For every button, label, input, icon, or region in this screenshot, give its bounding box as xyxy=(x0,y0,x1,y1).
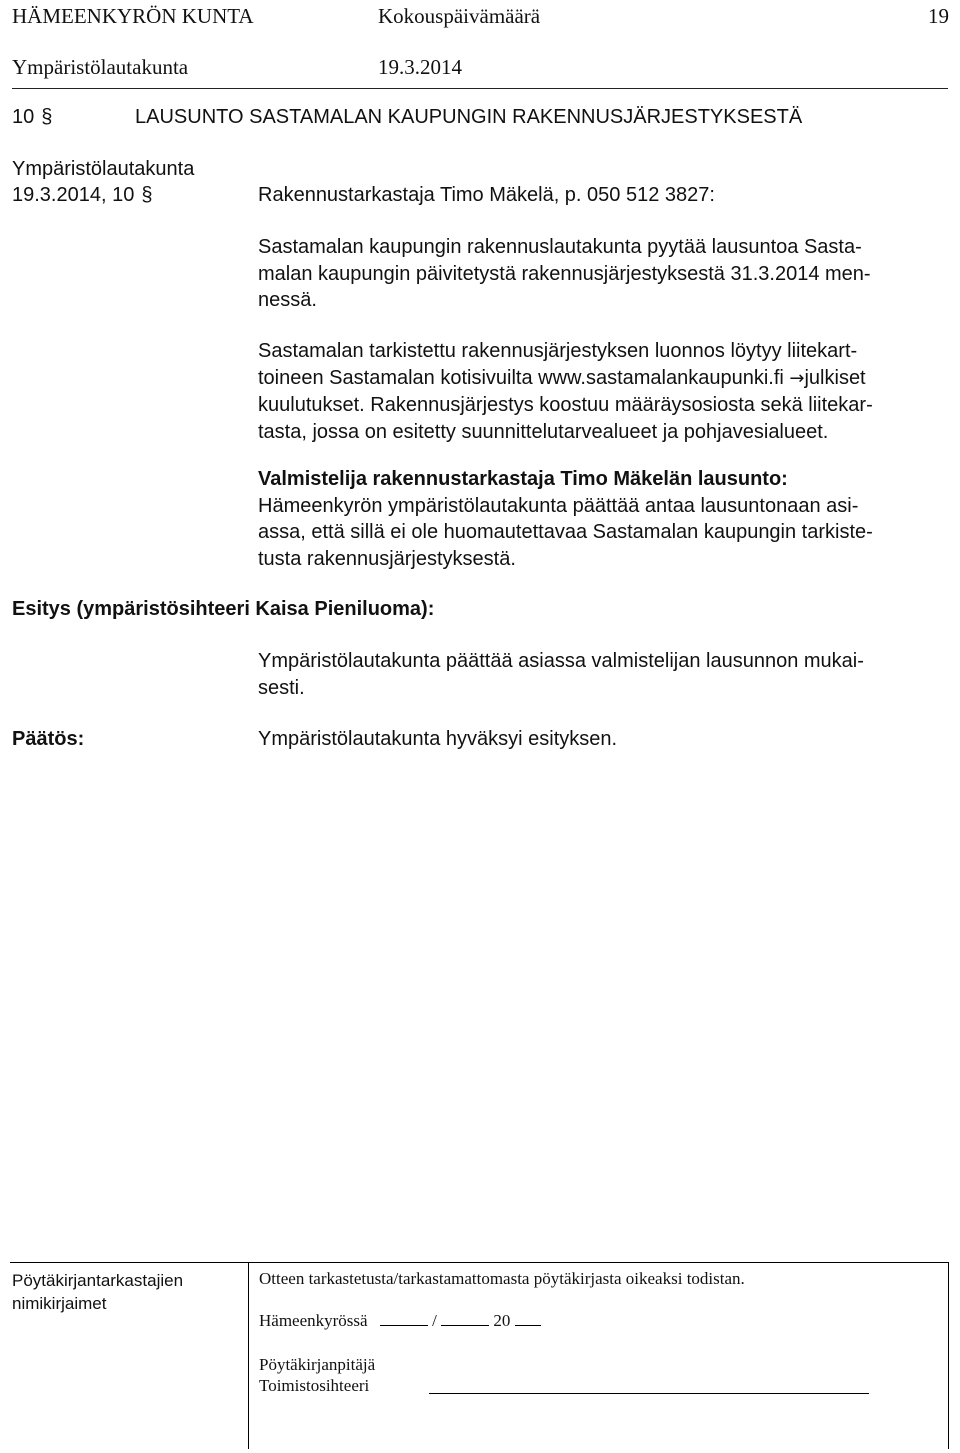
paragraph-line: nessä. xyxy=(258,289,317,311)
committee-name: Ympäristölautakunta xyxy=(12,55,189,79)
municipality-name: HÄMEENKYRÖN KUNTA xyxy=(12,4,254,28)
paragraph-line: tasta, jossa on esitetty suunnittelutarvealueet ja pohjavesialueet. xyxy=(258,420,829,443)
day-blank[interactable] xyxy=(380,1325,428,1326)
paragraph-request xyxy=(258,234,948,314)
paragraph-draft xyxy=(258,338,948,445)
footer-keeper: Pöytäkirjanpitäjä xyxy=(259,1355,376,1374)
footer-initials-line: nimikirjaimet xyxy=(12,1294,107,1313)
paragraph-line: assa, että sillä ei ole huomautettavaa Sastamalan kaupungin tarkiste- xyxy=(258,521,873,543)
decision-label: Päätös: xyxy=(12,728,85,750)
section-number-text: 10 xyxy=(12,106,35,128)
section-sign: § xyxy=(41,106,53,128)
proposal-text xyxy=(258,648,948,701)
link-section-text: julkiset xyxy=(804,366,866,389)
meeting-date-label: Kokouspäivämäärä xyxy=(378,4,541,28)
footer-certification: Otteen tarkastetusta/tarkastamattomasta pöytäkirjasta oikeaksi todistan. xyxy=(259,1269,745,1288)
footer-initials-label xyxy=(12,1269,183,1315)
reference-date-text: 19.3.2014, 10 xyxy=(12,184,135,206)
decision-text: Ympäristölautakunta hyväksyi esityksen. xyxy=(258,728,618,750)
meeting-date: 19.3.2014 xyxy=(378,55,462,79)
page-number: 19 xyxy=(928,4,949,28)
website-link[interactable]: toineen Sastamalan kotisivuilta www.sastamalankaupunki.fi xyxy=(258,366,790,389)
footer-divider xyxy=(248,1263,249,1449)
footer-place-date xyxy=(259,1310,541,1331)
date-separator: / xyxy=(432,1311,437,1330)
paragraph-line: tusta rakennusjärjestyksestä. xyxy=(258,547,516,570)
paragraph-line: Hämeenkyrön ympäristölautakunta päättää antaa lausuntonaan asi- xyxy=(258,494,859,517)
signature-footer xyxy=(10,1262,949,1449)
reference-sign: § xyxy=(141,184,153,206)
footer-initials-line: Pöytäkirjantarkastajien xyxy=(12,1271,184,1290)
year-prefix: 20 xyxy=(493,1311,511,1330)
paragraph-statement xyxy=(258,466,948,572)
paragraph-line: malan kaupungin päivitetystä rakennusjärjestyksestä 31.3.2014 men- xyxy=(258,262,871,285)
reference-date xyxy=(12,182,154,209)
month-blank[interactable] xyxy=(441,1325,489,1326)
paragraph-line xyxy=(258,365,948,393)
footer-office: Toimistosihteeri xyxy=(259,1376,370,1395)
year-blank[interactable] xyxy=(515,1325,541,1326)
section-number xyxy=(12,105,54,129)
signature-line[interactable] xyxy=(429,1393,869,1394)
arrow-right-icon: → xyxy=(789,367,805,389)
paragraph-line: kuulutukset. Rakennusjärjestys koostuu määräysosiosta sekä liitekar- xyxy=(258,394,873,416)
reference-board: Ympäristölautakunta xyxy=(12,158,195,180)
statement-heading: Valmistelija rakennustarkastaja Timo Mäkelän lausunto: xyxy=(258,468,788,490)
proposal-heading: Esitys (ympäristösihteeri Kaisa Pieniluoma): xyxy=(12,598,435,620)
paragraph-line: Sastamalan kaupungin rakennuslautakunta pyytää lausuntoa Sasta- xyxy=(258,236,862,258)
paragraph-line: Sastamalan tarkistettu rakennusjärjestyksen luonnos löytyy liitekart- xyxy=(258,340,858,362)
paragraph-line: Ympäristölautakunta päättää asiassa valmistelijan lausunnon mukai- xyxy=(258,650,864,672)
reference-preparer: Rakennustarkastaja Timo Mäkelä, p. 050 512 3827: xyxy=(258,184,715,206)
footer-place: Hämeenkyrössä xyxy=(259,1311,368,1330)
section-title: LAUSUNTO SASTAMALAN KAUPUNGIN RAKENNUSJÄRJESTYKSESTÄ xyxy=(135,106,803,128)
paragraph-line: sesti. xyxy=(258,676,305,699)
header-rule xyxy=(12,88,948,89)
